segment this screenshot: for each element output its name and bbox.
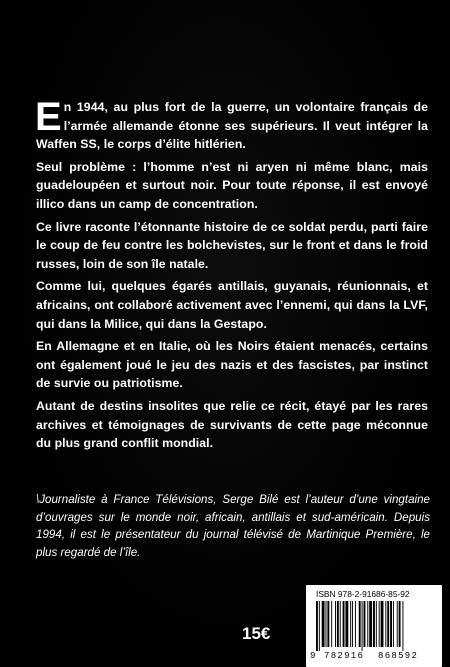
blurb-paragraph: Seul problème : l’homme n’est ni aryen ni même blanc, mais guadeloupéen et surtout noir. Pour toute réponse, il est envoyé illico dans un camp de concentration. xyxy=(36,159,428,211)
blurb-text: n 1944, au plus fort de la guerre, un volontaire français de l’armée allemande étonne ses supérieurs. Il veut intégrer la Waffen SS, le corps d’élite hitlérien. xyxy=(36,100,428,152)
blurb-paragraph xyxy=(35,95,428,154)
barcode-digits-left: 782916 xyxy=(324,651,365,661)
barcode-digits-right: 868592 xyxy=(378,651,419,661)
blurb-paragraph: Autant de destins insolites que relie ce récit, étayé par les rares archives et témoignages de survivants de cette page méconnue du plus grand conflit mondial. xyxy=(36,398,428,451)
barcode-bars xyxy=(314,601,438,651)
barcode-digits xyxy=(310,651,440,663)
blurb-paragraph: Ce livre raconte l’étonnante histoire de ce soldat perdu, parti faire le coup de feu contre les bolchevistes, sur le front et dans le froid russes, loin de son île natale. xyxy=(36,219,428,271)
isbn-number: ISBN 978-2-91686-85-92 xyxy=(316,589,410,599)
drop-cap: E xyxy=(35,95,62,139)
isbn-barcode xyxy=(306,585,442,667)
back-cover-blurb xyxy=(35,95,428,457)
blurb-paragraph: En Allemagne et en Italie, où les Noirs étaient menacés, certains ont également joué le jeu des nazis et des fascistes, par instinct de survie ou patriotisme. xyxy=(36,339,428,391)
author-bio-text: \Journaliste à France Télévisions, Serge Bilé est l’auteur d’une vingtaine d’ouvrages sur le monde noir, africain, antillais et sud-américain. Depuis 1994, il est le présentateur du journal télévisé de Martinique Première, le plus regardé de l’île. xyxy=(36,493,430,559)
barcode-digit-first: 9 xyxy=(310,651,316,661)
price-label: 15€ xyxy=(242,624,271,643)
blurb-paragraph: Comme lui, quelques égarés antillais, guyanais, réunionnais, et africains, ont collaboré activement avec l’ennemi, qui dans la LVF, qui dans la Milice, qui dans la Gestapo. xyxy=(36,279,428,331)
author-bio xyxy=(36,491,430,561)
